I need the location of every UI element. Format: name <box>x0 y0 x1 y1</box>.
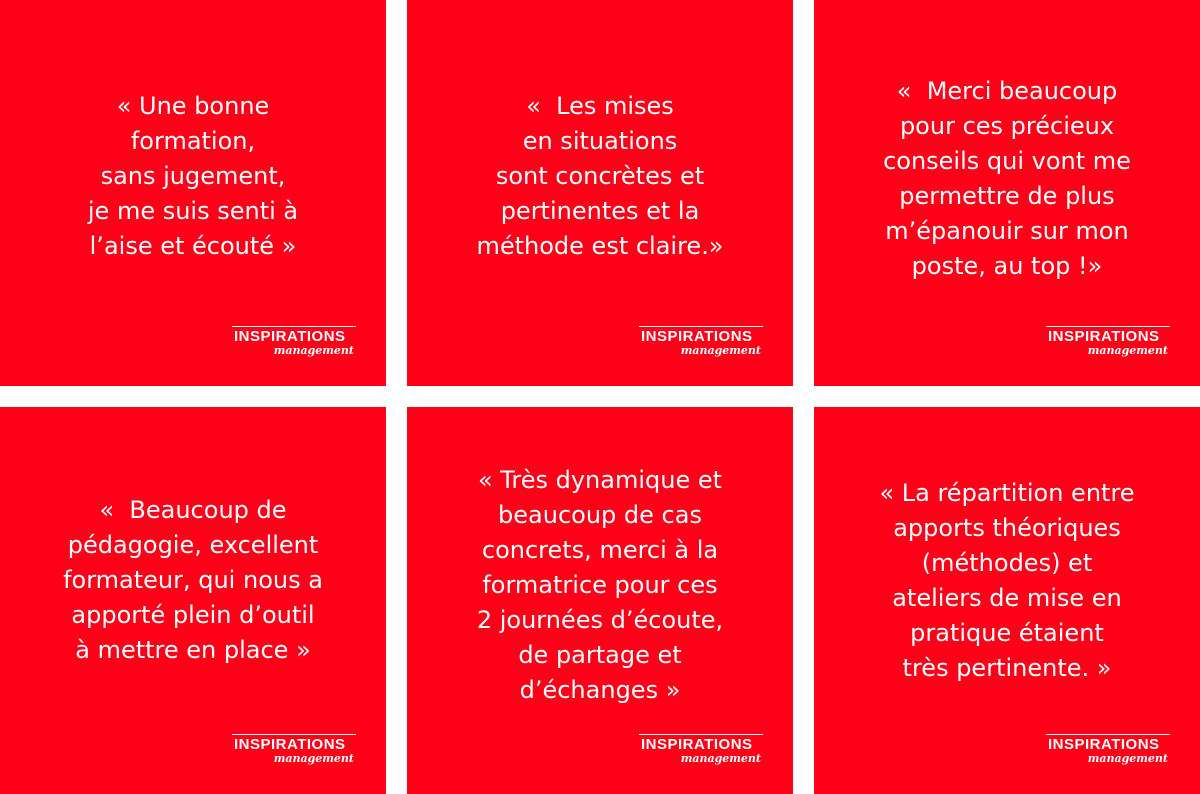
quote-line: « La répartition entre <box>879 479 1135 507</box>
testimonial-quote <box>407 89 793 264</box>
quote-line: pour ces précieux <box>899 112 1115 140</box>
logo-sub-text: management <box>680 752 761 765</box>
inspirations-logo <box>639 732 763 772</box>
quote-line: à mettre en place » <box>75 636 311 664</box>
quote-line: conseils qui vont me <box>883 147 1131 175</box>
quote-line: pédagogie, excellent <box>67 531 319 559</box>
logo-rule <box>232 734 356 735</box>
quote-line: formation, <box>130 127 256 155</box>
quote-line: formateur, qui nous a <box>63 566 323 594</box>
inspirations-logo <box>1046 732 1170 772</box>
logo-rule <box>639 734 763 735</box>
quote-line: pratique étaient <box>910 619 1104 647</box>
quote-line: 2 journées d’écoute, <box>476 606 724 634</box>
logo-rule <box>1046 326 1170 327</box>
testimonial-quote <box>814 74 1200 284</box>
quote-line: sont concrètes et <box>495 162 705 190</box>
logo-rule <box>232 326 356 327</box>
testimonial-quote <box>0 493 386 668</box>
quote-line: très pertinente. » <box>902 654 1112 682</box>
logo-brand-text: INSPIRATIONS <box>234 328 346 345</box>
quote-line: je me suis senti à <box>87 197 299 225</box>
testimonial-quote <box>0 89 386 264</box>
testimonial-card-6 <box>814 407 1200 794</box>
quote-line: « Merci beaucoup <box>896 77 1118 105</box>
quote-line: en situations <box>522 127 678 155</box>
testimonial-card-2 <box>407 0 793 386</box>
testimonial-card-1 <box>0 0 386 386</box>
quote-line: d’échanges » <box>519 676 681 704</box>
quote-line: ateliers de mise en <box>892 584 1122 612</box>
testimonial-quote <box>407 463 793 708</box>
quote-line: l’aise et écouté » <box>89 232 297 260</box>
quote-line: de partage et <box>518 641 682 669</box>
logo-brand-text: INSPIRATIONS <box>641 328 753 345</box>
quote-line: formatrice pour ces <box>482 571 718 599</box>
logo-brand-text: INSPIRATIONS <box>1048 736 1160 753</box>
inspirations-logo <box>232 324 356 364</box>
quote-line: pertinentes et la <box>500 197 700 225</box>
testimonial-card-5 <box>407 407 793 794</box>
testimonial-card-3 <box>814 0 1200 386</box>
inspirations-logo <box>232 732 356 772</box>
logo-rule <box>639 326 763 327</box>
quote-line: permettre de plus <box>899 182 1115 210</box>
quote-line: (méthodes) et <box>921 549 1093 577</box>
logo-sub-text: management <box>273 344 354 357</box>
logo-sub-text: management <box>1087 752 1168 765</box>
quote-line: apports théoriques <box>893 514 1121 542</box>
quote-line: m’épanouir sur mon <box>885 217 1129 245</box>
logo-brand-text: INSPIRATIONS <box>641 736 753 753</box>
logo-sub-text: management <box>680 344 761 357</box>
quote-line: apporté plein d’outil <box>71 601 315 629</box>
quote-line: « Beaucoup de <box>99 496 287 524</box>
quote-line: méthode est claire.» <box>476 232 724 260</box>
logo-brand-text: INSPIRATIONS <box>234 736 346 753</box>
quote-line: sans jugement, <box>100 162 286 190</box>
quote-line: « Une bonne <box>116 92 270 120</box>
testimonial-card-4 <box>0 407 386 794</box>
logo-sub-text: management <box>1087 344 1168 357</box>
testimonial-quote <box>814 476 1200 686</box>
inspirations-logo <box>1046 324 1170 364</box>
quote-line: poste, au top !» <box>911 252 1103 280</box>
quote-line: « Très dynamique et <box>477 466 723 494</box>
logo-brand-text: INSPIRATIONS <box>1048 328 1160 345</box>
logo-rule <box>1046 734 1170 735</box>
quote-line: concrets, merci à la <box>481 536 719 564</box>
logo-sub-text: management <box>273 752 354 765</box>
quote-line: « Les mises <box>526 92 674 120</box>
inspirations-logo <box>639 324 763 364</box>
quote-line: beaucoup de cas <box>498 501 702 529</box>
